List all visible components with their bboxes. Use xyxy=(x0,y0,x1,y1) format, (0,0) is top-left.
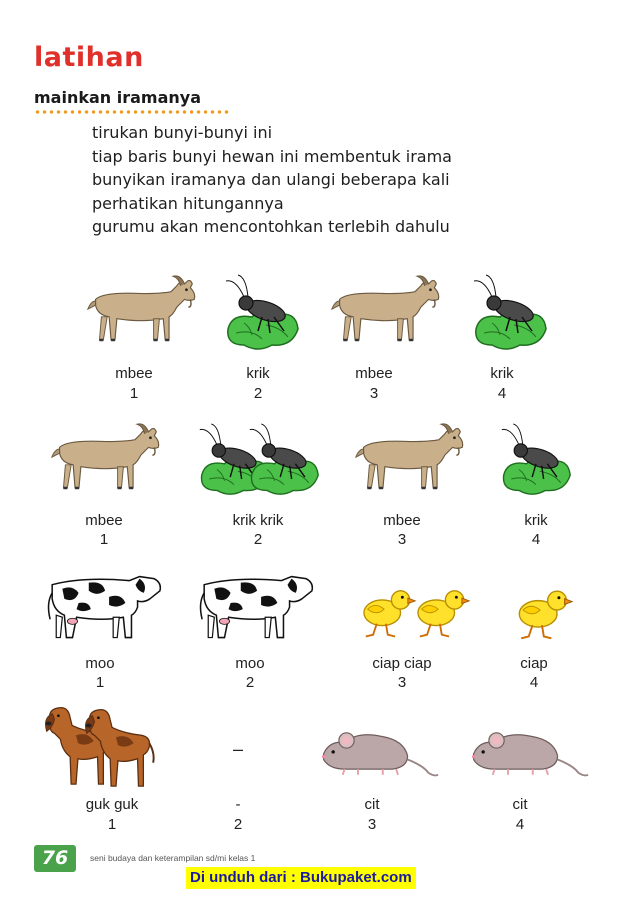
chick-image xyxy=(404,578,474,642)
instruction-list xyxy=(92,121,452,239)
sound-label: moo xyxy=(85,655,115,672)
count-label: 1 xyxy=(107,816,117,833)
count-label: 3 xyxy=(369,385,379,402)
page-title: latihan xyxy=(34,42,144,73)
instruction-line: perhatikan hitungannya xyxy=(92,193,284,213)
download-source-note: Di unduh dari : Bukupaket.com xyxy=(186,867,416,889)
sound-label: ciap xyxy=(520,655,548,672)
goat-image xyxy=(352,420,468,498)
goat-image xyxy=(48,420,164,498)
instruction-line: tirukan bunyi-bunyi ini xyxy=(92,123,273,142)
sound-label: mbee xyxy=(383,512,421,529)
count-label: 2 xyxy=(253,531,263,548)
count-label: 1 xyxy=(99,531,109,548)
mouse-image xyxy=(316,720,440,780)
cricket-image xyxy=(470,270,550,356)
count-label: 2 xyxy=(245,674,255,691)
subtitle-dotted-underline xyxy=(34,110,230,114)
instruction-line: tiap baris bunyi hewan ini membentuk irama xyxy=(92,146,452,166)
cricket-image xyxy=(498,418,574,502)
count-label: 3 xyxy=(397,531,407,548)
sound-label: moo xyxy=(235,655,265,672)
sound-label: ciap ciap xyxy=(372,655,432,672)
sound-label: krik xyxy=(490,365,514,382)
cow-image xyxy=(194,562,316,644)
count-label: 1 xyxy=(95,674,105,691)
count-label: 4 xyxy=(515,816,525,833)
sound-label: krik xyxy=(246,365,270,382)
sound-label: mbee xyxy=(115,365,153,382)
instruction-line: gurumu akan mencontohkan terlebih dahulu xyxy=(92,217,450,236)
count-label: 4 xyxy=(531,531,541,548)
count-label: 2 xyxy=(233,816,243,833)
count-label: 2 xyxy=(253,385,263,402)
goat-image xyxy=(84,272,200,350)
sound-label: cit xyxy=(364,796,380,813)
goat-image xyxy=(328,272,444,350)
sound-label: guk guk xyxy=(85,796,139,813)
section-subtitle: mainkan iramanya xyxy=(34,88,201,107)
cricket-image xyxy=(222,270,302,356)
sound-label: - xyxy=(235,796,241,813)
sound-label: krik krik xyxy=(232,512,284,529)
instruction-line: bunyikan iramanya dan ulangi beberapa kali xyxy=(92,170,450,189)
sound-label: krik xyxy=(524,512,548,529)
count-label: 4 xyxy=(529,674,539,691)
book-title-footer: seni budaya dan keterampilan sd/mi kelas 1 xyxy=(90,853,256,863)
mouse-image xyxy=(466,720,590,780)
chick-image xyxy=(504,578,578,644)
sound-label: mbee xyxy=(85,512,123,529)
dog-image xyxy=(76,704,156,792)
cow-image xyxy=(42,562,164,644)
rest-symbol: – xyxy=(232,739,243,759)
sound-label: cit xyxy=(512,796,528,813)
count-label: 3 xyxy=(367,816,377,833)
count-label: 3 xyxy=(397,674,407,691)
sound-label: mbee xyxy=(355,365,393,382)
cricket-image xyxy=(246,418,322,502)
count-label: 1 xyxy=(129,385,139,402)
count-label: 4 xyxy=(497,385,507,402)
page-number-badge: 76 xyxy=(34,845,76,872)
